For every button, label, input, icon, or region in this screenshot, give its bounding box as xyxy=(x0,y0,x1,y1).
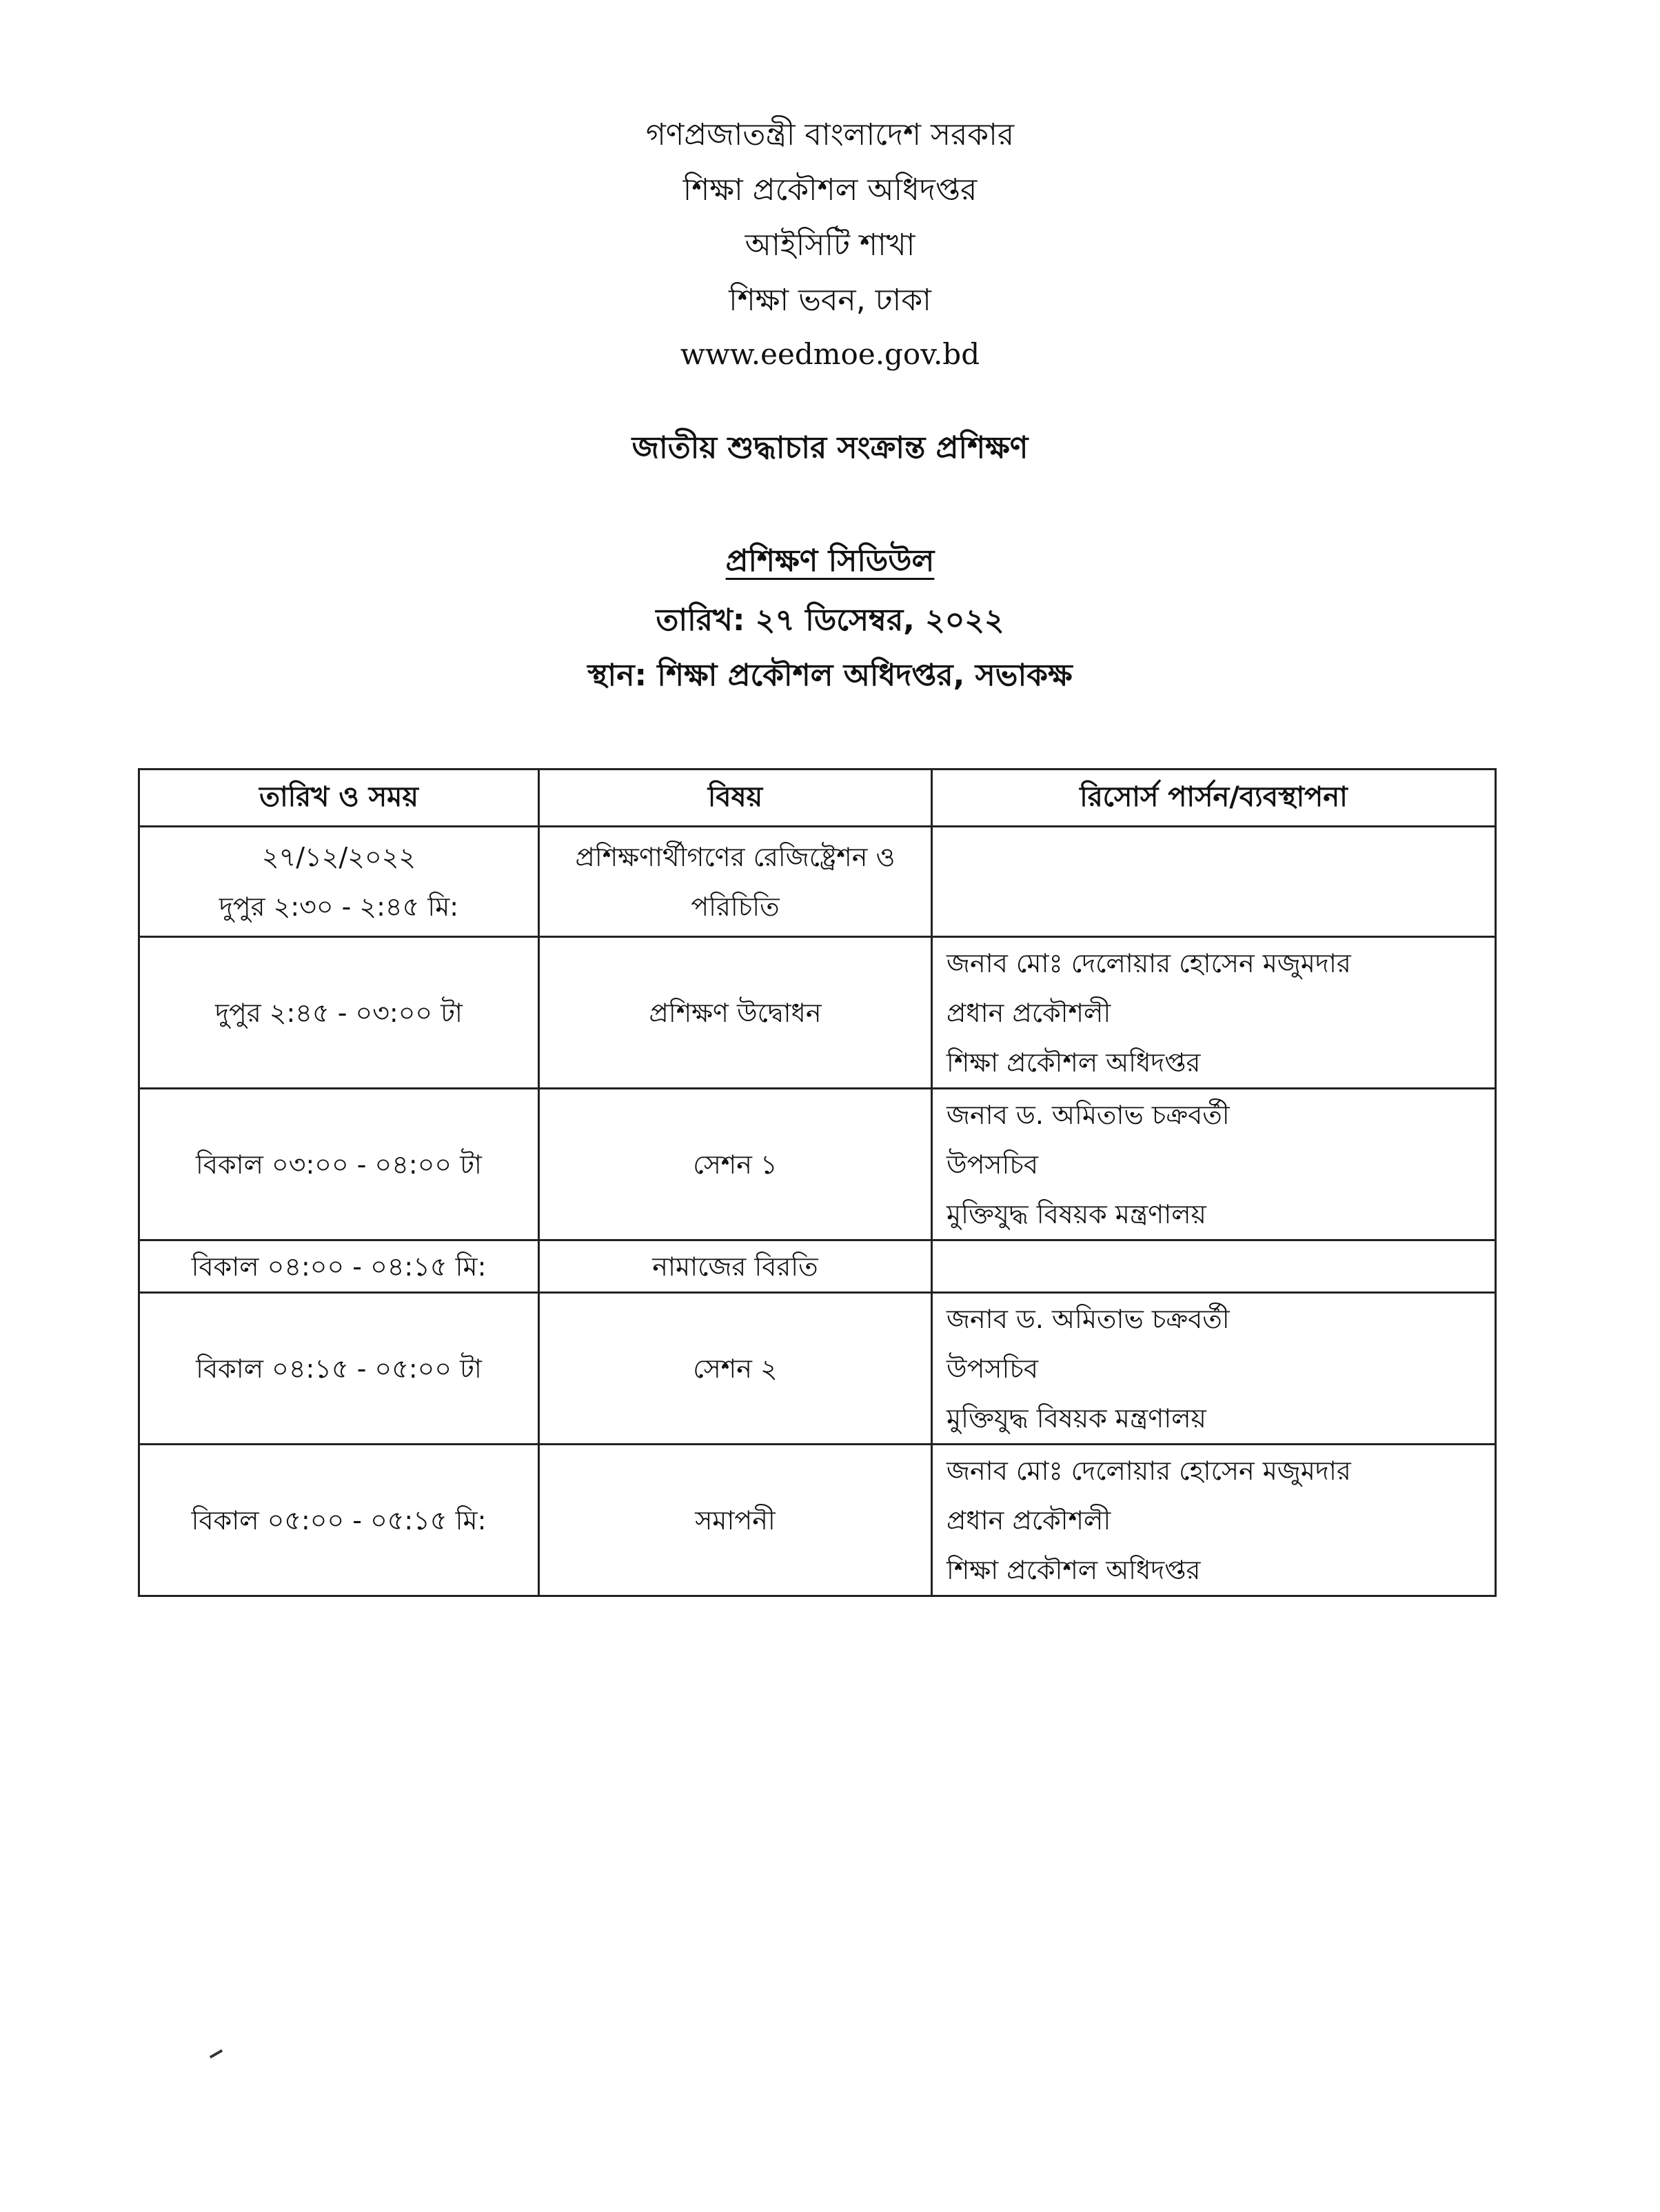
resource-cell xyxy=(932,1240,1496,1293)
subject-cell xyxy=(539,1089,932,1240)
resource-cell xyxy=(932,937,1496,1089)
resource-cell xyxy=(932,1293,1496,1445)
subject-cell xyxy=(539,1445,932,1596)
subject-text: সমাপনী xyxy=(695,1505,776,1536)
schedule-heading: প্রশিক্ষণ সিডিউল xyxy=(725,543,935,579)
header-website: www.eedmoe.gov.bd xyxy=(680,337,980,371)
resource-person-designation: উপসচিব xyxy=(947,1353,1039,1384)
time-cell xyxy=(139,1293,539,1445)
time-text: ২৭/১২/২০২২ xyxy=(261,841,416,872)
table-row xyxy=(139,827,1496,937)
column-header-subject: বিষয় xyxy=(539,770,932,827)
time-cell xyxy=(139,827,539,937)
resource-cell xyxy=(932,1089,1496,1240)
subject-text: সেশন ১ xyxy=(693,1149,778,1180)
subject-cell xyxy=(539,937,932,1089)
resource-person-office: শিক্ষা প্রকৌশল অধিদপ্তর xyxy=(947,1047,1201,1078)
subject-cell xyxy=(539,1240,932,1293)
header-department-line: শিক্ষা প্রকৌশল অধিদপ্তর xyxy=(682,172,978,208)
resource-person-name: জনাব মোঃ দেলোয়ার হোসেন মজুমদার xyxy=(947,1455,1351,1486)
table-row xyxy=(139,1240,1496,1293)
resource-person-office: মুক্তিযুদ্ধ বিষয়ক মন্ত্রণালয় xyxy=(947,1198,1206,1229)
time-text: বিকাল ০৫:০০ - ০৫:১৫ মি: xyxy=(191,1505,487,1536)
resource-person-designation: উপসচিব xyxy=(947,1149,1039,1180)
resource-person-name: জনাব ড. অমিতাভ চক্রবর্তী xyxy=(947,1099,1230,1130)
date-line: তারিখ: ২৭ ডিসেম্বর, ২০২২ xyxy=(656,603,1004,638)
resource-cell xyxy=(932,827,1496,937)
resource-person-office: মুক্তিযুদ্ধ বিষয়ক মন্ত্রণালয় xyxy=(947,1402,1206,1434)
time-cell xyxy=(139,1240,539,1293)
column-header-time: তারিখ ও সময় xyxy=(139,770,539,827)
subject-cell xyxy=(539,1293,932,1445)
time-text: বিকাল ০৩:০০ - ০৪:০০ টা xyxy=(196,1149,482,1180)
resource-person-designation: প্রধান প্রকৌশলী xyxy=(947,997,1111,1028)
schedule-table xyxy=(138,768,1497,1597)
subject-text: প্রশিক্ষণ উদ্বোধন xyxy=(649,997,822,1028)
resource-person-office: শিক্ষা প্রকৌশল অধিদপ্তর xyxy=(947,1554,1201,1585)
resource-person-designation: প্রধান প্রকৌশলী xyxy=(947,1505,1111,1536)
time-text: দুপুর ২:৩০ - ২:৪৫ মি: xyxy=(219,891,459,922)
header-section-line: আইসিটি শাখা xyxy=(745,228,915,263)
table-row xyxy=(139,937,1496,1089)
subject-text: নামাজের বিরতি xyxy=(652,1251,818,1282)
time-cell xyxy=(139,1445,539,1596)
resource-person-name: জনাব মোঃ দেলোয়ার হোসেন মজুমদার xyxy=(947,947,1351,978)
subject-text: প্রশিক্ষণার্থীগণের রেজিষ্ট্রেশন ও xyxy=(575,841,895,872)
time-text: বিকাল ০৪:০০ - ০৪:১৫ মি: xyxy=(191,1251,487,1282)
subject-text: পরিচিতি xyxy=(691,891,780,922)
document-title: জাতীয় শুদ্ধাচার সংক্রান্ত প্রশিক্ষণ xyxy=(631,430,1029,465)
pen-mark xyxy=(210,2049,226,2064)
table-header-row xyxy=(139,770,1496,827)
time-text: বিকাল ০৪:১৫ - ০৫:০০ টা xyxy=(196,1353,482,1384)
venue-line: স্থান: শিক্ষা প্রকৌশল অধিদপ্তর, সভাকক্ষ xyxy=(587,658,1073,693)
time-text: দুপুর ২:৪৫ - ০৩:০০ টা xyxy=(215,997,463,1028)
subject-text: সেশন ২ xyxy=(693,1353,778,1384)
subject-cell xyxy=(539,827,932,937)
table-row xyxy=(139,1089,1496,1240)
resource-person-name: জনাব ড. অমিতাভ চক্রবর্তী xyxy=(947,1303,1230,1334)
header-address-line: শিক্ষা ভবন, ঢাকা xyxy=(729,283,931,318)
header-org-line: গণপ্রজাতন্ত্রী বাংলাদেশ সরকার xyxy=(645,117,1015,152)
time-cell xyxy=(139,1089,539,1240)
table-row xyxy=(139,1445,1496,1596)
column-header-resource: রিসোর্স পার্সন/ব্যবস্থাপনা xyxy=(932,770,1496,827)
table-row xyxy=(139,1293,1496,1445)
resource-cell xyxy=(932,1445,1496,1596)
time-cell xyxy=(139,937,539,1089)
